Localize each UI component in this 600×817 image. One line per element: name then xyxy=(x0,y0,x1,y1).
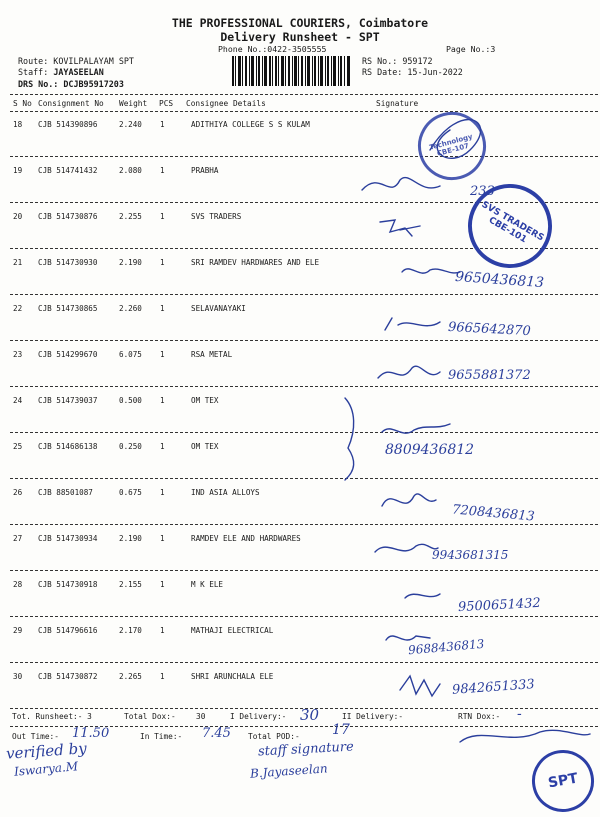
row-weight: 2.255 xyxy=(119,212,142,221)
verified-by: verified by xyxy=(5,739,88,763)
in-time-label: In Time:- xyxy=(140,732,183,741)
rs-date: RS Date: 15-Jun-2022 xyxy=(362,67,463,77)
row-weight: 6.075 xyxy=(119,350,142,359)
phone-row-22: 9665642870 xyxy=(447,319,532,340)
signature-row-22 xyxy=(385,318,440,330)
company-name: THE PROFESSIONAL COURIERS, Coimbatore xyxy=(171,16,429,30)
route: Route: KOVILPALAYAM SPT xyxy=(18,56,134,66)
row-consignment: CJB 514730876 xyxy=(38,212,98,221)
signature-row-30 xyxy=(400,676,440,696)
svs-traders-stamp: SVS TRADERS CBE-101 xyxy=(453,169,568,284)
total-dox-label: Total Dox:- xyxy=(124,712,176,721)
row-pcs: 1 xyxy=(160,626,165,635)
row-consignee: RSA METAL xyxy=(191,350,233,359)
row-consignee: SRI RAMDEV HARDWARES AND ELE xyxy=(191,258,320,267)
total-pod-value: 17 xyxy=(332,722,350,738)
phone-row-27: 9943681315 xyxy=(432,548,509,562)
staff-name: JAYASEELAN xyxy=(53,67,104,77)
row-consignment: CJB 514730918 xyxy=(38,580,98,589)
phone-row-25: 8809436812 xyxy=(385,442,475,458)
row-consignment: CJB 88501087 xyxy=(38,488,93,497)
row-consignment: CJB 514730872 xyxy=(38,672,98,681)
col-sno: S No xyxy=(13,99,32,108)
row-pcs: 1 xyxy=(160,442,165,451)
phone-row-26: 7208436813 xyxy=(451,502,536,525)
phone-row-21: 9650436813 xyxy=(454,268,545,292)
row-sno: 28 xyxy=(13,580,23,589)
row-consignment: CJB 514390896 xyxy=(38,120,98,129)
row-weight: 0.500 xyxy=(119,396,142,405)
tot-runsheet: Tot. Runsheet:- 3 xyxy=(12,712,92,721)
drs-label: DRS No.: xyxy=(18,79,59,89)
row-pcs: 1 xyxy=(160,120,165,129)
row-consignee: OM TEX xyxy=(191,442,219,451)
spt-stamp: SPT xyxy=(527,745,599,817)
doc-title: Delivery Runsheet - SPT xyxy=(220,30,380,44)
signature-row-19 xyxy=(362,178,440,190)
row-weight: 2.190 xyxy=(119,534,142,543)
row-sno: 24 xyxy=(13,396,23,405)
row-weight: 0.675 xyxy=(119,488,142,497)
signature-row-27 xyxy=(375,544,438,552)
staff-label: Staff: xyxy=(18,67,49,77)
signature-row-18 xyxy=(430,120,481,159)
col-pcs: PCS xyxy=(159,99,174,108)
total-dox-value: 30 xyxy=(196,712,206,721)
row-pcs: 1 xyxy=(160,488,165,497)
total-pod-label: Total POD:- xyxy=(248,732,300,741)
signature-row-29 xyxy=(386,636,430,640)
row-consignment: CJB 514741432 xyxy=(38,166,98,175)
row-consignment: CJB 514730930 xyxy=(38,258,98,267)
row-sno: 30 xyxy=(13,672,23,681)
row-consignee: RAMDEV ELE AND HARDWARES xyxy=(191,534,301,543)
row-sno: 23 xyxy=(13,350,23,359)
row-consignment: CJB 514739037 xyxy=(38,396,98,405)
phone-row-29: 9688436813 xyxy=(407,636,485,658)
staff-signature-name: B.Jayaseelan xyxy=(249,761,329,781)
row-sno: 21 xyxy=(13,258,23,267)
college-stamp: Technology CBE-107 xyxy=(410,104,493,187)
row-pcs: 1 xyxy=(160,304,165,313)
col-consignee: Consignee Details xyxy=(186,99,266,108)
phone-row-30: 9842651333 xyxy=(451,677,536,698)
row-sno: 26 xyxy=(13,488,23,497)
drs-value: DCJB95917203 xyxy=(63,79,124,89)
row-consignment: CJB 514730865 xyxy=(38,304,98,313)
col-consignment: Consignment No xyxy=(38,99,104,108)
row-weight: 2.080 xyxy=(119,166,142,175)
signature-row-23 xyxy=(378,366,440,378)
row-pcs: 1 xyxy=(160,258,165,267)
row-consignee: IND ASIA ALLOYS xyxy=(191,488,260,497)
phone-row-23: 9655881372 xyxy=(448,368,531,383)
out-time-label: Out Time:- xyxy=(12,732,59,741)
row-sno: 29 xyxy=(13,626,23,635)
row-sno: 27 xyxy=(13,534,23,543)
row-pcs: 1 xyxy=(160,350,165,359)
row-pcs: 1 xyxy=(160,396,165,405)
ii-delivery-label: II Delivery:- xyxy=(342,712,404,721)
brace-row-24-25 xyxy=(345,398,354,480)
row-sno: 22 xyxy=(13,304,23,313)
signature-row-28 xyxy=(405,594,440,598)
in-time-value: 7.45 xyxy=(202,726,231,741)
verifier-name: Iswarya.M xyxy=(13,759,79,779)
row-sno: 19 xyxy=(13,166,23,175)
phone-row-19: 233 xyxy=(470,184,495,199)
out-time-value: 11.50 xyxy=(72,726,110,741)
row-consignee: SHRI ARUNCHALA ELE xyxy=(191,672,274,681)
row-weight: 0.250 xyxy=(119,442,142,451)
rtn-dox-label: RTN Dox:- xyxy=(458,712,501,721)
row-weight: 2.155 xyxy=(119,580,142,589)
row-consignment: CJB 514730934 xyxy=(38,534,98,543)
row-consignment: CJB 514686138 xyxy=(38,442,98,451)
phone-number: Phone No.:0422-3505555 xyxy=(218,44,327,54)
row-consignee: PRABHA xyxy=(191,166,219,175)
row-pcs: 1 xyxy=(160,212,165,221)
page-number: Page No.:3 xyxy=(446,44,496,54)
row-weight: 2.170 xyxy=(119,626,142,635)
rs-number: RS No.: 959172 xyxy=(362,56,433,66)
phone-row-28: 9500651432 xyxy=(457,595,542,616)
row-consignee: MATHAJI ELECTRICAL xyxy=(191,626,274,635)
row-weight: 2.190 xyxy=(119,258,142,267)
row-consignment: CJB 514796616 xyxy=(38,626,98,635)
row-consignee: SELAVANAYAKI xyxy=(191,304,246,313)
row-sno: 18 xyxy=(13,120,23,129)
col-signature: Signature xyxy=(376,99,419,108)
row-pcs: 1 xyxy=(160,534,165,543)
row-pcs: 1 xyxy=(160,166,165,175)
col-weight: Weight xyxy=(119,99,148,108)
signature-row-25 xyxy=(382,424,450,433)
row-sno: 25 xyxy=(13,442,23,451)
row-consignee: OM TEX xyxy=(191,396,219,405)
row-sno: 20 xyxy=(13,212,23,221)
row-weight: 2.265 xyxy=(119,672,142,681)
signature-row-26 xyxy=(382,494,436,506)
row-consignee: ADITHIYA COLLEGE S S KULAM xyxy=(191,120,310,129)
signature-row-21 xyxy=(402,269,460,273)
row-consignment: CJB 514299670 xyxy=(38,350,98,359)
staff-signature-note: staff signature xyxy=(257,739,355,760)
signature-row-20 xyxy=(380,220,420,236)
row-consignee: M K ELE xyxy=(191,580,224,589)
row-pcs: 1 xyxy=(160,672,165,681)
row-weight: 2.240 xyxy=(119,120,142,129)
row-pcs: 1 xyxy=(160,580,165,589)
i-delivery-label: I Delivery:- xyxy=(230,712,287,721)
row-weight: 2.260 xyxy=(119,304,142,313)
rtn-signature xyxy=(460,730,590,742)
row-consignee: SVS TRADERS xyxy=(191,212,242,221)
rtn-dox-value: - xyxy=(517,706,522,722)
i-delivery-value: 30 xyxy=(300,706,320,724)
